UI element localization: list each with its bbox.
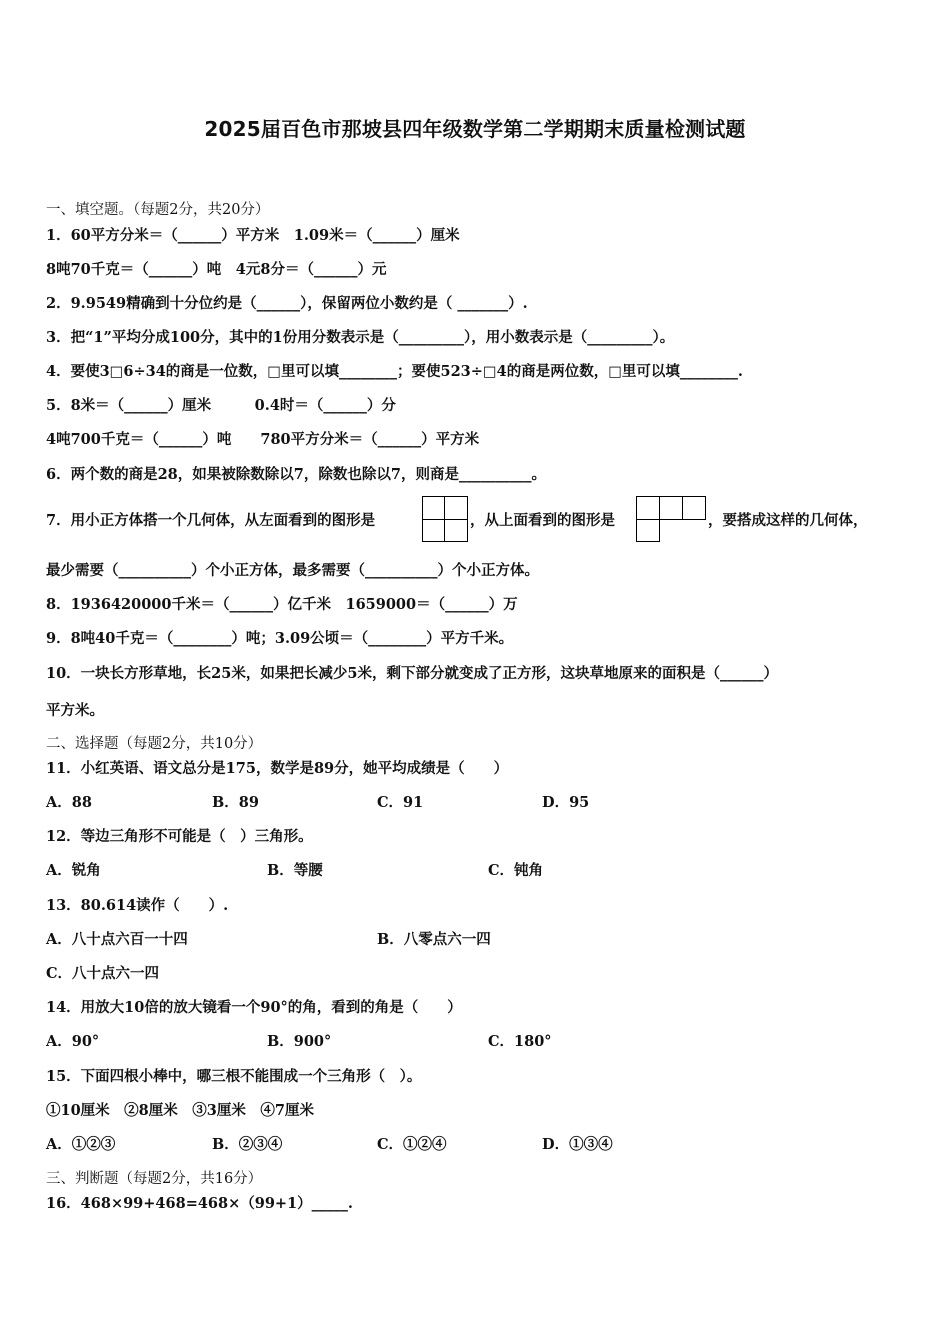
left-view-cell-bottom-left — [422, 519, 445, 542]
q15-option-b[interactable]: B．②③④ — [212, 1136, 283, 1153]
q14-option-b[interactable]: B．900° — [267, 1033, 332, 1050]
question-7d: 最少需要（__________）个小正方体，最多需要（__________）个小正方体。 — [46, 562, 539, 579]
top-view-figure — [636, 496, 706, 542]
q12-option-a[interactable]: A．锐角 — [46, 862, 101, 879]
top-view-cell-2 — [659, 496, 683, 520]
q15-sticks: ①10厘米 ②8厘米 ③3厘米 ④7厘米 — [46, 1102, 314, 1119]
q15-option-a[interactable]: A．①②③ — [46, 1136, 116, 1153]
section-fill-in: 一、填空题。（每题2分，共20分） — [46, 202, 270, 218]
question-13: 13．80.614读作（ ）. — [46, 897, 229, 914]
question-10b: 平方米。 — [46, 702, 104, 719]
q12-option-c[interactable]: C．钝角 — [488, 862, 544, 879]
q13-option-b[interactable]: B．八零点六一四 — [377, 931, 491, 948]
q13-option-c[interactable]: C．八十点六一四 — [46, 965, 160, 982]
q14-option-a[interactable]: A．90° — [46, 1033, 100, 1050]
q11-option-a[interactable]: A．88 — [46, 794, 92, 811]
question-7c: ，要搭成这样的几何体， — [708, 512, 868, 529]
question-5a: 5．8米＝（______）厘米 0.4时＝（______）分 — [46, 397, 396, 414]
q14-option-c[interactable]: C．180° — [488, 1033, 552, 1050]
question-5b: 4吨700千克＝（______）吨 780平方分米＝（______）平方米 — [46, 431, 480, 448]
question-1b: 8吨70千克＝（______）吨 4元8分＝（______）元 — [46, 261, 387, 278]
question-11: 11．小红英语、语文总分是175，数学是89分，她平均成绩是（ ） — [46, 760, 509, 777]
q11-option-d[interactable]: D．95 — [542, 794, 590, 811]
question-7a: 7．用小正方体搭一个几何体，从左面看到的图形是 — [46, 512, 376, 529]
q11-option-c[interactable]: C．91 — [377, 794, 424, 811]
q11-option-b[interactable]: B．89 — [212, 794, 259, 811]
question-9: 9．8吨40千克＝（________）吨；3.09公顷＝（________）平方千米。 — [46, 630, 514, 647]
top-view-cell-3 — [682, 496, 706, 520]
question-12: 12．等边三角形不可能是（ ）三角形。 — [46, 828, 313, 845]
page-title: 2025届百色市那坡县四年级数学第二学期期末质量检测试题 — [204, 117, 746, 141]
section-choice: 二、选择题（每题2分，共10分） — [46, 736, 263, 752]
q15-option-d[interactable]: D．①③④ — [542, 1136, 613, 1153]
question-15: 15．下面四根小棒中，哪三根不能围成一个三角形（ ）。 — [46, 1068, 422, 1085]
question-4: 4．要使3□6÷34的商是一位数，□里可以填________；要使523÷□4的商是两位数，□里可以填________. — [46, 363, 743, 380]
q13-option-a[interactable]: A．八十点六百一十四 — [46, 931, 188, 948]
question-2: 2．9.9549精确到十分位约是（______），保留两位小数约是（ _______）. — [46, 295, 528, 312]
question-8: 8．1936420000千米＝（______）亿千米 1659000＝（______）万 — [46, 596, 518, 613]
question-3: 3．把“1”平均分成100分，其中的1份用分数表示是（_________），用小数表示是（_________）。 — [46, 329, 675, 346]
q12-option-b[interactable]: B．等腰 — [267, 862, 323, 879]
question-16: 16．468×99+468=468×（99+1）_____. — [46, 1195, 353, 1212]
q15-option-c[interactable]: C．①②④ — [377, 1136, 447, 1153]
top-view-cell-1 — [636, 496, 660, 520]
top-view-cell-4 — [636, 519, 660, 542]
question-1a: 1．60平方分米＝（______）平方米 1.09米＝（______）厘米 — [46, 227, 460, 244]
question-7b: ，从上面看到的图形是 — [470, 512, 615, 529]
left-view-cell-bottom-right — [444, 519, 468, 542]
left-view-figure — [422, 496, 468, 542]
left-view-cell-top — [422, 496, 445, 520]
question-6: 6．两个数的商是28，如果被除数除以7，除数也除以7，则商是__________。 — [46, 466, 546, 483]
section-judgement: 三、判断题（每题2分，共16分） — [46, 1171, 263, 1187]
question-10a: 10．一块长方形草地，长25米，如果把长减少5米，剩下部分就变成了正方形，这块草地原来的面积是（______） — [46, 665, 778, 682]
question-14: 14．用放大10倍的放大镜看一个90°的角，看到的角是（ ） — [46, 999, 462, 1016]
